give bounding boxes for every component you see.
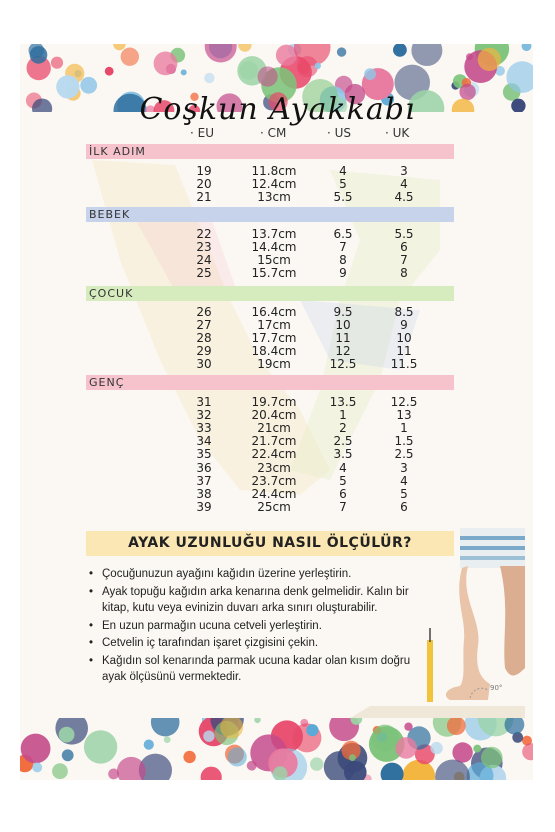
eu-size: 21	[196, 190, 212, 205]
group-band-3: GENÇ	[86, 375, 454, 390]
us-size: 4	[339, 460, 347, 475]
bubble-dot	[402, 760, 435, 780]
size-row	[0, 191, 555, 204]
uk-size: 1	[400, 421, 408, 436]
uk-size: 8	[400, 266, 408, 281]
us-size: 5	[339, 473, 347, 488]
eu-size: 34	[196, 434, 212, 449]
uk-size: 4.5	[394, 190, 414, 205]
uk-size: 11.5	[390, 357, 418, 372]
step-item: • Cetvelin iç tarafından işaret çizgisini çekin.	[89, 637, 319, 649]
size-row	[0, 228, 555, 241]
us-size: 7	[339, 499, 347, 514]
brand-logo: Coşkun Ayakkabı	[139, 92, 416, 127]
cm-length: 13.7cm	[251, 227, 297, 241]
us-size: 8	[339, 253, 347, 268]
bubble-dot	[395, 737, 417, 759]
bubble-dot	[183, 751, 195, 763]
column-header-us: · US	[327, 126, 352, 140]
uk-size: 5.5	[394, 227, 414, 241]
cm-length: 13cm	[257, 190, 291, 205]
us-size: 12	[335, 344, 351, 359]
bubble-dot	[62, 749, 74, 761]
us-size: 2	[339, 421, 347, 436]
uk-size: 12.5	[390, 395, 418, 409]
cm-length: 15cm	[257, 253, 291, 268]
cm-length: 23.7cm	[251, 473, 297, 488]
bubble-dot	[52, 763, 68, 779]
uk-size: 1.5	[394, 434, 414, 449]
bubble-dot	[254, 718, 260, 723]
uk-size: 10	[396, 331, 412, 346]
bubble-dot	[349, 754, 356, 761]
uk-size: 2.5	[394, 447, 414, 462]
size-row	[0, 475, 555, 488]
uk-size: 11	[396, 344, 412, 359]
size-row	[0, 165, 555, 178]
eu-size: 31	[196, 395, 212, 409]
bubble-dot	[84, 730, 117, 763]
eu-size: 27	[196, 318, 212, 333]
cm-length: 24.4cm	[251, 486, 297, 501]
column-header-cm: · CM	[260, 126, 287, 140]
size-row	[0, 358, 555, 371]
bubble-dot	[59, 727, 75, 743]
bubble-dot	[164, 736, 171, 743]
us-size: 9	[339, 266, 347, 281]
bubble-dot	[473, 745, 481, 753]
us-size: 6	[339, 486, 347, 501]
cm-length: 22.4cm	[251, 447, 297, 462]
bubble-dot	[32, 762, 42, 772]
bubble-dot	[505, 718, 525, 735]
eu-size: 38	[196, 486, 212, 501]
size-row	[0, 178, 555, 191]
eu-size: 23	[196, 240, 212, 255]
ruler-icon	[427, 640, 433, 702]
bubble-dot	[452, 742, 472, 762]
bubble-dot	[228, 747, 247, 766]
cm-length: 19cm	[257, 357, 291, 372]
cm-length: 20.4cm	[251, 408, 297, 423]
bubble-dot	[381, 763, 404, 780]
cm-length: 11.8cm	[251, 164, 297, 178]
us-size: 2.5	[333, 434, 353, 449]
step-item: • Ayak topuğu kağıdın arka kenarına denk gelmelidir. Kalın bir kitap, kutu veya evinizin duvarı arka sınırı oluşturabilir.	[89, 585, 409, 614]
cm-length: 17cm	[257, 318, 291, 333]
us-size: 7	[339, 240, 347, 255]
bubble-dot	[481, 747, 503, 769]
size-row	[0, 435, 555, 448]
cm-length: 12.4cm	[251, 177, 297, 192]
bubble-dot	[306, 724, 318, 736]
uk-size: 3	[400, 164, 408, 178]
uk-size: 3	[400, 460, 408, 475]
uk-size: 6	[400, 240, 408, 255]
howto-title: AYAK UZUNLUĞU NASIL ÖLÇÜLÜR?	[86, 531, 454, 556]
eu-size: 30	[196, 357, 212, 372]
size-row	[0, 306, 555, 319]
cm-length: 19.7cm	[251, 395, 297, 409]
cm-length: 15.7cm	[251, 266, 297, 281]
column-header-eu: · EU	[190, 126, 214, 140]
bubble-dot	[201, 767, 222, 780]
bubble-dot	[522, 743, 533, 760]
bubble-dot	[435, 760, 470, 781]
bubble-dot	[404, 723, 412, 731]
eu-size: 20	[196, 177, 212, 192]
bubble-dot	[430, 742, 442, 754]
size-row	[0, 345, 555, 358]
eu-size: 33	[196, 421, 212, 436]
group-band-2: ÇOCUK	[86, 286, 454, 301]
eu-size: 19	[196, 164, 212, 178]
eu-size: 39	[196, 499, 212, 514]
size-row	[0, 422, 555, 435]
size-row	[0, 488, 555, 501]
bubble-dot	[310, 757, 323, 770]
size-row	[0, 319, 555, 332]
cm-length: 21cm	[257, 421, 291, 436]
eu-size: 35	[196, 447, 212, 462]
angle-label: 90°	[490, 684, 503, 692]
cm-length: 16.4cm	[251, 305, 297, 319]
eu-size: 29	[196, 344, 212, 359]
eu-size: 37	[196, 473, 212, 488]
group-band-1: BEBEK	[86, 207, 454, 222]
size-row	[0, 267, 555, 280]
us-size: 1	[339, 408, 347, 423]
uk-size: 4	[400, 473, 408, 488]
eu-size: 22	[196, 227, 212, 241]
uk-size: 6	[400, 499, 408, 514]
us-size: 10	[335, 318, 351, 333]
uk-size: 8.5	[394, 305, 414, 319]
step-item: • Çocuğunuzun ayağını kağıdın üzerine yerleştirin.	[89, 568, 352, 580]
cm-length: 18.4cm	[251, 344, 297, 359]
bubble-dot	[21, 734, 51, 764]
cm-length: 14.4cm	[251, 240, 297, 255]
cm-length: 25cm	[257, 499, 291, 514]
eu-size: 36	[196, 460, 212, 475]
cm-length: 21.7cm	[251, 434, 297, 449]
eu-size: 28	[196, 331, 212, 346]
us-size: 5	[339, 177, 347, 192]
us-size: 13.5	[329, 395, 357, 409]
uk-size: 9	[400, 318, 408, 333]
bubble-decoration-bottom	[20, 718, 533, 780]
size-row	[0, 462, 555, 475]
us-size: 9.5	[333, 305, 353, 319]
us-size: 4	[339, 164, 347, 178]
child-foot-measuring-illustration	[350, 528, 525, 718]
size-row	[0, 448, 555, 461]
size-row	[0, 332, 555, 345]
cm-length: 17.7cm	[251, 331, 297, 346]
group-band-0: İLK ADIM	[86, 144, 454, 159]
size-row	[0, 409, 555, 422]
us-size: 12.5	[329, 357, 357, 372]
uk-size: 13	[396, 408, 412, 423]
size-row	[0, 241, 555, 254]
bubble-dot	[203, 731, 214, 742]
us-size: 3.5	[333, 447, 353, 462]
eu-size: 32	[196, 408, 212, 423]
bubble-dot	[117, 757, 146, 780]
uk-size: 7	[400, 253, 408, 268]
bubble-dot	[372, 725, 399, 752]
eu-size: 26	[196, 305, 212, 319]
size-row	[0, 396, 555, 409]
bubble-dot	[151, 718, 180, 736]
us-size: 5.5	[333, 190, 353, 205]
uk-size: 5	[400, 486, 408, 501]
eu-size: 24	[196, 253, 212, 268]
size-row	[0, 254, 555, 267]
us-size: 6.5	[333, 227, 353, 241]
step-item: • Kağıdın sol kenarında parmak ucuna kadar olan kısım doğru ayak ölçüsünü vermektedir.	[89, 654, 411, 683]
size-row	[0, 501, 555, 514]
uk-size: 4	[400, 177, 408, 192]
us-size: 11	[335, 331, 351, 346]
column-header-uk: · UK	[385, 126, 410, 140]
step-item: • En uzun parmağın ucuna cetveli yerleştirin.	[89, 619, 322, 632]
bubble-dot	[144, 740, 154, 750]
cm-length: 23cm	[257, 460, 291, 475]
eu-size: 25	[196, 266, 212, 281]
